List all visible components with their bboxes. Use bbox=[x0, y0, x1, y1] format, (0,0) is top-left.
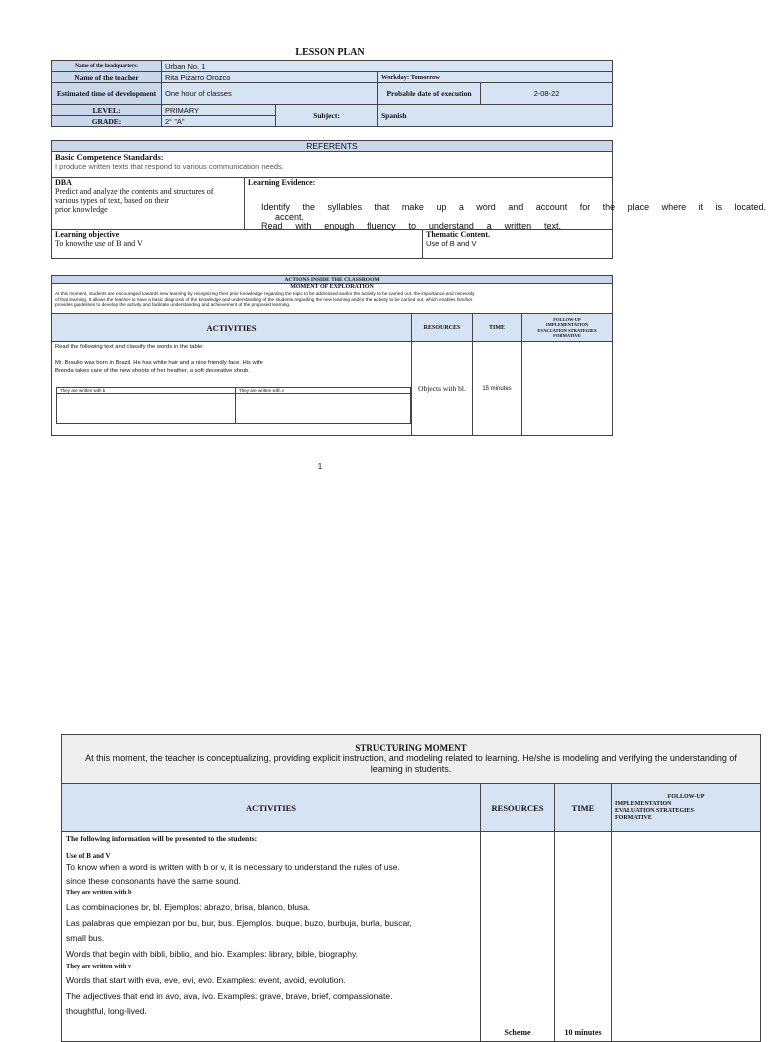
col-activities: ACTIVITIES bbox=[52, 314, 412, 342]
v-heading: They are written with v bbox=[66, 963, 132, 970]
teacher-label: Name of the teacher bbox=[52, 72, 162, 83]
activity-text-line: Brenda takes care of the new shoots of her heather, a soft decorative shrub. bbox=[55, 368, 250, 374]
b-rule-line: small bus. bbox=[66, 933, 105, 943]
activity-follow-up bbox=[522, 342, 613, 436]
moment-description-line: At this moment, students are encouraged towards new learning by recognizing their prior knowledge regarding the topic to be addressed and/or the activity to be carried out, the importance and necessity bbox=[55, 291, 475, 296]
moment-description-line: provides guidelines to develop the activity and facilitate understanding and achievement of the proposed learning. bbox=[55, 302, 291, 308]
column-b-header: They are written with b bbox=[57, 388, 236, 394]
structuring-col-activities: ACTIVITIES bbox=[62, 784, 481, 832]
v-rule-line: Words that start with eva, eve, evi, evo. Examples: event, avoid, evolution. bbox=[66, 975, 346, 985]
structuring-intro: The following information will be presented to the students: bbox=[66, 834, 258, 843]
time-value: One hour of classes bbox=[162, 83, 378, 105]
v-rule-line: thoughtful, long-lived. bbox=[66, 1006, 147, 1016]
evidence-line-3: Read with enough fluency to understand a written text. bbox=[261, 221, 561, 231]
actions-table bbox=[51, 275, 613, 436]
rule-line: To know when a word is written with b or v, it is necessary to understand the rules of use. bbox=[66, 862, 400, 872]
bcs-text: I produce written texts that respond to various communication needs. bbox=[55, 162, 284, 171]
column-b-cell[interactable] bbox=[57, 394, 236, 424]
grade-label: GRADE: bbox=[52, 116, 162, 127]
classification-table bbox=[56, 387, 411, 424]
col-follow-up: FOLLOW-UP IMPLEMENTATION EVALUATION STRATEGIES FORMATIVE bbox=[522, 314, 613, 342]
thematic-text: Use of B and V bbox=[426, 239, 477, 248]
column-v-header: They are written with v bbox=[236, 388, 411, 394]
activity-text-line: Mr. Braulio was born in Brazil. He has white hair and a nice friendly face. His wife bbox=[55, 360, 263, 366]
structuring-table bbox=[61, 734, 761, 1042]
evidence-line-1: Identify the syllables that make up a word and account for the place where it is located. bbox=[261, 202, 766, 212]
objective-text: To knowthe use of B and V bbox=[55, 239, 143, 248]
col-time: TIME bbox=[473, 314, 522, 342]
evidence-label: Learning Evidence: bbox=[248, 178, 316, 187]
rule-line: since these consonants have the same sound. bbox=[66, 876, 241, 886]
moment-title: MOMENT OF EXPLORATION bbox=[290, 284, 374, 290]
activity-time: 15 minutes bbox=[473, 342, 522, 436]
dba-line: Predict and analyze the contents and structures of bbox=[55, 187, 214, 196]
b-rule-line: Las palabras que empiezan por bu, bur, bus. Ejemplos. buque, buzo, burbuja, burla, buscar, bbox=[66, 917, 412, 928]
dba-line: various types of text, based on their bbox=[55, 196, 169, 205]
evidence-line-2: accent. bbox=[275, 212, 305, 222]
structuring-col-resources: RESOURCES bbox=[481, 784, 555, 832]
hq-value: Urban No. 1 bbox=[162, 61, 613, 72]
actions-title: ACTIONS INSIDE THE CLASSROOM bbox=[52, 276, 613, 284]
page-number: 1 bbox=[317, 462, 323, 471]
dba-label: DBA bbox=[55, 178, 72, 187]
structuring-heading: Use of B and V bbox=[66, 852, 111, 860]
referents-title: REFERENTS bbox=[52, 141, 613, 152]
referents-table bbox=[51, 140, 613, 259]
objective-label: Learning objective bbox=[55, 230, 120, 239]
date-value: 2-08-22 bbox=[481, 83, 613, 105]
thematic-label: Thematic Content. bbox=[426, 230, 490, 239]
teacher-value: Rita Pizarro Orozco bbox=[162, 72, 378, 83]
activity-resources: Objects with bl. bbox=[412, 342, 473, 436]
header-table bbox=[51, 60, 613, 127]
structuring-follow-up bbox=[612, 832, 761, 1042]
moment-description-line: of that learning. It allows the teacher to have a basic diagnosis of the knowledge and understanding of the students regarding the new learning and/or the activity to be carried out, which enables him/her bbox=[55, 296, 473, 302]
subject-label: Subject: bbox=[276, 105, 378, 127]
workday: Workday: Tomorrow bbox=[378, 72, 613, 83]
hq-label: Name of the headquarters: bbox=[52, 61, 162, 72]
page-title: LESSON PLAN bbox=[295, 47, 365, 58]
structuring-title: STRUCTURING MOMENT bbox=[355, 743, 467, 753]
structuring-resources: Scheme bbox=[481, 832, 555, 1042]
time-label: Estimated time of development bbox=[52, 83, 162, 105]
structuring-time: 10 minutes bbox=[555, 832, 612, 1042]
subject-value: Spanish bbox=[378, 105, 613, 127]
grade-value: 2° "A" bbox=[162, 116, 276, 127]
b-rule-line: Words that begin with bibli, biblio, and bio. Examples: library, bible, biography. bbox=[66, 948, 358, 959]
level-label: LEVEL: bbox=[52, 105, 162, 116]
structuring-col-time: TIME bbox=[555, 784, 612, 832]
b-rule-line: Las combinaciones br, bl. Ejemplos: abrazo, brisa, blanco, blusa. bbox=[66, 902, 311, 912]
b-heading: They are written with b bbox=[66, 889, 132, 896]
date-label: Probable date of execution bbox=[378, 83, 481, 105]
level-value: PRIMARY bbox=[162, 105, 276, 116]
col-resources: RESOURCES bbox=[412, 314, 473, 342]
column-v-cell[interactable] bbox=[236, 394, 411, 424]
structuring-description: At this moment, the teacher is conceptualizing, providing explicit instruction, and modeling related to learning. He/she is modeling and verifying the understanding of learning in students. bbox=[85, 753, 737, 774]
bcs-label: Basic Competence Standards: bbox=[55, 152, 164, 162]
objective-row bbox=[52, 230, 613, 259]
activity-instruction: Read the following text and classify the words in the table: bbox=[55, 344, 204, 350]
dba-line: prior knowledge bbox=[55, 205, 108, 214]
v-rule-line: The adjectives that end in avo, ava, ivo. Examples: grave, brave, brief, compassionate. bbox=[66, 990, 393, 1001]
structuring-col-follow-up: FOLLOW-UP IMPLEMENTATION EVALUATION STRATEGIES FORMATIVE bbox=[612, 784, 761, 832]
